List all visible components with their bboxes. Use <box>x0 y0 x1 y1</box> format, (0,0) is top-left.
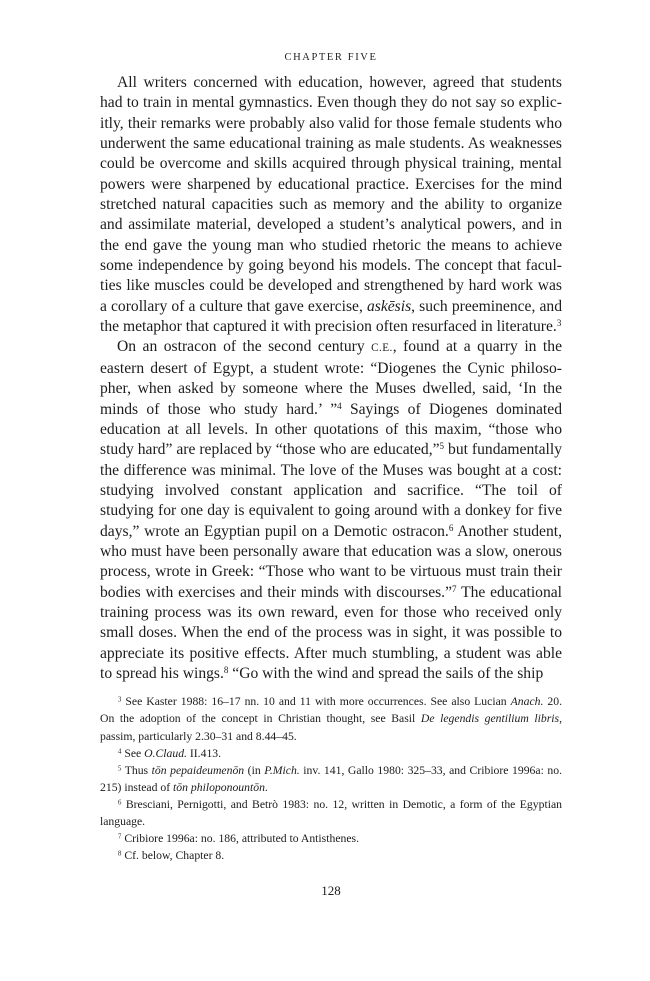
footnote-italic: Anach. <box>510 695 544 709</box>
footnotes <box>100 693 562 864</box>
body-text <box>100 73 562 684</box>
footnote-ref-6: 6 <box>448 522 454 533</box>
footnote-text: Thus <box>121 763 152 777</box>
footnote-ref-8: 8 <box>223 665 229 675</box>
footnote-ref-7: 7 <box>452 583 457 594</box>
footnote-italic: P.Mich. <box>264 763 300 777</box>
footnote-italic: De legendis gentilium libris <box>420 712 560 726</box>
footnote-number: 7 <box>118 833 122 841</box>
footnote-number: 6 <box>118 799 122 807</box>
askesis-term: askēsis <box>366 297 412 315</box>
paragraph-2-text-f: The educational training process was its own reward, even for those who received only small doses. When the end of the process was in sight, it was possible to appreciate its positive effects. After much stumbling, a student was able to spread his wings. <box>100 583 562 682</box>
footnote-text: 20. On the adoption of the concept in Christian thought, see Basil <box>100 695 563 726</box>
footnote-text: See <box>121 746 145 760</box>
footnote-3 <box>100 693 562 744</box>
footnote-6 <box>100 796 562 830</box>
paragraph-2-text-b: , found at a quarry in the eastern desert of Egypt, a student wrote: “Diogenes the Cynic philosopher, when asked by someone where the Muses dwelled, said, ‘In the minds of those who study hard.’ ” <box>100 338 562 418</box>
paragraph-1-text-c: , such preeminence, and the metaphor that captured it with precision often resurfaced in literature. <box>100 297 562 336</box>
footnote-text: Bresciani, Pernigotti, and Betrò 1983: no. 12, written in Demotic, a form of the Egyptian language. <box>100 797 562 828</box>
paragraph-2-text-c: Sayings of Diogenes dominated education at all levels. In other quotations of this maxim, “those who study hard” are replaced by “those who are educated,” <box>100 400 562 459</box>
book-page <box>100 52 562 899</box>
footnote-ref-5: 5 <box>439 441 445 452</box>
footnote-number: 8 <box>118 850 122 858</box>
footnote-7 <box>100 830 562 847</box>
footnote-text: . <box>264 780 268 794</box>
paragraph-2-text-e: Another student, who must have been personally aware that education was a slow, onerous process, wrote in Greek: “Those who want to be virtuous must train their bodies with exercises and their minds with discourses.” <box>100 522 563 601</box>
page-number: 128 <box>321 883 341 899</box>
footnote-text: (in <box>244 763 265 777</box>
footnote-ref-3: 3 <box>556 318 562 329</box>
footnote-text: Cf. below, Chapter 8. <box>121 849 225 863</box>
era-abbreviation: C.E. <box>371 342 393 355</box>
footnote-number: 5 <box>118 764 122 772</box>
footnote-5 <box>100 762 562 796</box>
footnote-text: See Kaster 1988: 16–17 nn. 10 and 11 with more occurrences. See also Lucian <box>121 695 511 709</box>
paragraph-2-text-g: “Go with the wind and spread the sails of the ship <box>228 664 544 682</box>
footnote-text: II.413. <box>186 746 222 760</box>
footnote-number: 4 <box>118 747 122 755</box>
footnote-text: , passim, particularly 2.30–31 and 8.44–45. <box>100 712 562 743</box>
footnote-text: inv. 141, Gallo 1980: 325–33, and Cribiore 1996a: no. 215) instead of <box>100 763 562 794</box>
footnote-italic: tōn philoponountōn <box>173 780 265 794</box>
paragraph-2-text-a: On an ostracon of the second century <box>117 338 372 356</box>
footnote-number: 3 <box>118 696 122 704</box>
running-head: CHAPTER FIVE <box>284 52 378 63</box>
paragraph-1 <box>100 73 562 337</box>
paragraph-2 <box>100 337 562 684</box>
footnote-8 <box>100 847 562 864</box>
paragraph-2-text-d: but fundamentally the difference was minimal. The love of the Muses was bought at a cost: studying involved constant application and sacrifice. “The toil of studying for one day is equivalent to going around with a donkey for five days,” wrote an Egyptian pupil on a Demotic ostracon. <box>100 441 562 540</box>
footnote-italic: O.Claud. <box>144 746 187 760</box>
footnote-ref-4: 4 <box>337 400 342 411</box>
footnote-italic: tōn pepaideumenōn <box>151 763 245 777</box>
footnote-4 <box>100 745 562 762</box>
paragraph-1-text-a: All writers concerned with education, however, agreed that students had to train in mental gymnastics. Even though they do not say so explicitly, their remarks were probably also valid for those female students who underwent the same educational training as male students. As weaknesses could be overcome and skills acquired through physical training, mental powers were sharpened by educational practice. Exercises for the mind stretched natural capacities such as memory and the ability to organize and assimilate material, developed a student’s analytical powers, and in the end gave the young man who studied rhetoric the means to achieve some independence by going beyond his models. The concept that faculties like muscles could be developed and strengthened by hard work was a corollary of a culture that gave exercise, <box>100 74 562 315</box>
footnote-text: Cribiore 1996a: no. 186, attributed to Antisthenes. <box>121 832 360 846</box>
